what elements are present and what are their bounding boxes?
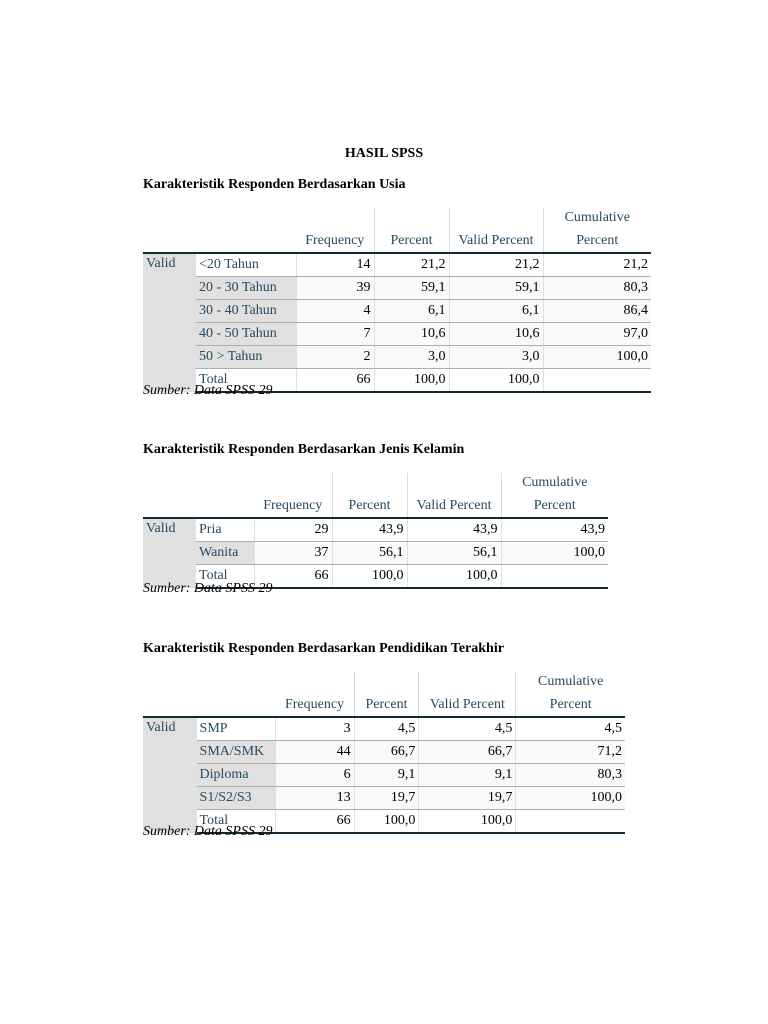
- cell-cumulative: 86,4: [543, 300, 651, 323]
- frequency-table-pendidikan: [143, 672, 625, 834]
- cell-cumulative: 80,3: [543, 277, 651, 300]
- row-label: Wanita: [196, 542, 254, 565]
- cell-valid-percent: 21,2: [449, 253, 543, 277]
- header-cumulative-percent: Percent: [543, 229, 651, 253]
- cell-cumulative: 100,0: [516, 787, 625, 810]
- cell-percent: 56,1: [332, 542, 407, 565]
- group-label-valid: Valid: [143, 253, 196, 392]
- cell-valid-percent: 10,6: [449, 323, 543, 346]
- page-title: HASIL SPSS: [344, 146, 424, 161]
- cell-valid-percent: 6,1: [449, 300, 543, 323]
- cell-percent: 100,0: [374, 369, 449, 393]
- table-row: [143, 717, 625, 741]
- cell-percent: 9,1: [354, 764, 419, 787]
- cell-percent: 100,0: [332, 565, 407, 589]
- cell-percent: 6,1: [374, 300, 449, 323]
- cell-valid-percent: 100,0: [419, 810, 516, 834]
- header-percent: Percent: [332, 494, 407, 518]
- cell-cumulative: 80,3: [516, 764, 625, 787]
- source-note: Sumber: Data SPSS 29: [143, 581, 273, 596]
- cell-valid-percent: 100,0: [407, 565, 501, 589]
- cell-cumulative: 97,0: [543, 323, 651, 346]
- cell-percent: 21,2: [374, 253, 449, 277]
- cell-percent: 43,9: [332, 518, 407, 542]
- cell-valid-percent: 19,7: [419, 787, 516, 810]
- header-percent: Percent: [374, 229, 449, 253]
- table-row: [143, 346, 651, 369]
- cell-percent: 66,7: [354, 741, 419, 764]
- row-label: Total: [196, 369, 296, 393]
- source-note: Sumber: Data SPSS 29: [143, 824, 273, 839]
- header-valid-percent: Valid Percent: [419, 693, 516, 717]
- header-cumulative-percent: Percent: [501, 494, 608, 518]
- table-row: [143, 300, 651, 323]
- cell-percent: 100,0: [354, 810, 419, 834]
- row-label: <20 Tahun: [196, 253, 296, 277]
- cell-frequency: 66: [275, 810, 354, 834]
- cell-frequency: 6: [275, 764, 354, 787]
- cell-valid-percent: 43,9: [407, 518, 501, 542]
- row-label: Diploma: [197, 764, 276, 787]
- table-row: [143, 741, 625, 764]
- cell-frequency: 29: [254, 518, 332, 542]
- cell-valid-percent: 59,1: [449, 277, 543, 300]
- row-label: 40 - 50 Tahun: [196, 323, 296, 346]
- table-row: [143, 542, 608, 565]
- cell-percent: 10,6: [374, 323, 449, 346]
- cell-frequency: 44: [275, 741, 354, 764]
- row-label: 50 > Tahun: [196, 346, 296, 369]
- cell-cumulative: 21,2: [543, 253, 651, 277]
- header-frequency: Frequency: [275, 693, 354, 717]
- table-row: [143, 518, 608, 542]
- cell-cumulative: 71,2: [516, 741, 625, 764]
- header-percent: Percent: [354, 693, 419, 717]
- frequency-table-usia: [143, 208, 651, 393]
- cell-cumulative: [516, 810, 625, 834]
- cell-percent: 4,5: [354, 717, 419, 741]
- cell-frequency: 14: [296, 253, 374, 277]
- cell-cumulative: [543, 369, 651, 393]
- cell-frequency: 2: [296, 346, 374, 369]
- group-label-valid: Valid: [143, 518, 196, 588]
- row-label: SMA/SMK: [197, 741, 276, 764]
- header-frequency: Frequency: [296, 229, 374, 253]
- header-frequency: Frequency: [254, 494, 332, 518]
- header-cumulative: Cumulative: [516, 672, 625, 693]
- cell-valid-percent: 3,0: [449, 346, 543, 369]
- source-note: Sumber: Data SPSS 29: [143, 383, 273, 398]
- header-cumulative-percent: Percent: [516, 693, 625, 717]
- cell-frequency: 39: [296, 277, 374, 300]
- cell-cumulative: 100,0: [501, 542, 608, 565]
- cell-cumulative: 43,9: [501, 518, 608, 542]
- table-row: [143, 764, 625, 787]
- cell-frequency: 66: [254, 565, 332, 589]
- cell-frequency: 13: [275, 787, 354, 810]
- cell-percent: 19,7: [354, 787, 419, 810]
- table-row: [143, 787, 625, 810]
- header-cumulative: Cumulative: [501, 473, 608, 494]
- cell-cumulative: [501, 565, 608, 589]
- cell-frequency: 66: [296, 369, 374, 393]
- row-label: 20 - 30 Tahun: [196, 277, 296, 300]
- cell-frequency: 37: [254, 542, 332, 565]
- cell-frequency: 7: [296, 323, 374, 346]
- cell-valid-percent: 56,1: [407, 542, 501, 565]
- section-heading-pendidikan: Karakteristik Responden Berdasarkan Pendidikan Terakhir: [143, 641, 504, 656]
- row-label: S1/S2/S3: [197, 787, 276, 810]
- row-label: SMP: [197, 717, 276, 741]
- row-label: Pria: [196, 518, 254, 542]
- cell-cumulative: 4,5: [516, 717, 625, 741]
- row-label: 30 - 40 Tahun: [196, 300, 296, 323]
- table-row: [143, 253, 651, 277]
- section-heading-jenis-kelamin: Karakteristik Responden Berdasarkan Jenis Kelamin: [143, 442, 465, 457]
- cell-percent: 59,1: [374, 277, 449, 300]
- cell-valid-percent: 66,7: [419, 741, 516, 764]
- cell-valid-percent: 9,1: [419, 764, 516, 787]
- cell-percent: 3,0: [374, 346, 449, 369]
- table-row: [143, 277, 651, 300]
- table-row: [143, 323, 651, 346]
- frequency-table-jenis-kelamin: [143, 473, 608, 589]
- cell-frequency: 3: [275, 717, 354, 741]
- header-valid-percent: Valid Percent: [449, 229, 543, 253]
- group-label-valid: Valid: [143, 717, 197, 833]
- row-label: Total: [196, 565, 254, 589]
- cell-valid-percent: 4,5: [419, 717, 516, 741]
- header-valid-percent: Valid Percent: [407, 494, 501, 518]
- section-heading-usia: Karakteristik Responden Berdasarkan Usia: [143, 177, 406, 192]
- header-cumulative: Cumulative: [543, 208, 651, 229]
- row-label: Total: [197, 810, 276, 834]
- cell-frequency: 4: [296, 300, 374, 323]
- cell-valid-percent: 100,0: [449, 369, 543, 393]
- cell-cumulative: 100,0: [543, 346, 651, 369]
